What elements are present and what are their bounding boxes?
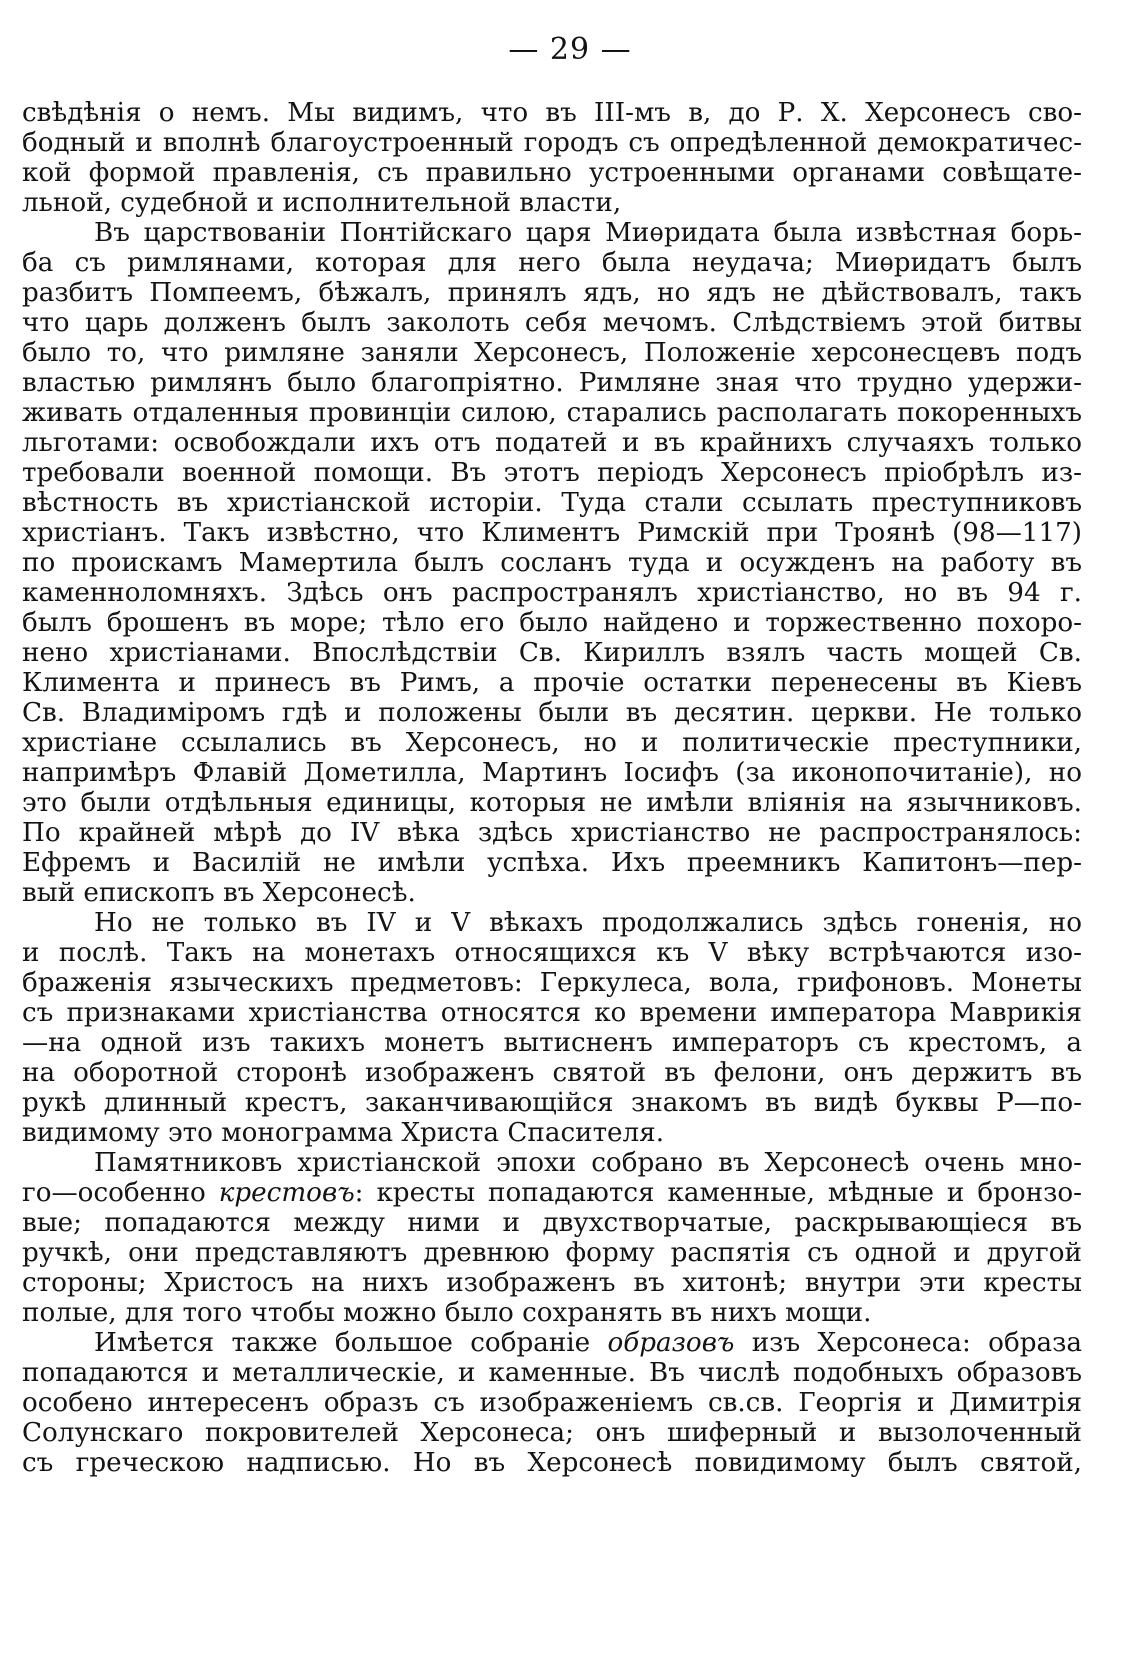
text-line: видимому это монограмма Христа Спасителя. bbox=[22, 1118, 665, 1148]
text-line: требовали военной помощи. Въ этотъ періодъ Херсонесъ пріобрѣлъ из- bbox=[22, 458, 1082, 488]
italic-term: образовъ bbox=[607, 1328, 735, 1358]
text-line: браженія языческихъ предметовъ: Геркулеса, вола, грифоновъ. Монеты bbox=[22, 968, 1082, 998]
text-line: напримѣръ Флавій Дометилла, Мартинъ Іосифъ (за иконопочитаніе), но bbox=[22, 758, 1082, 788]
text-line: это были отдѣльныя единицы, которыя не имѣли вліянія на язычниковъ. bbox=[22, 788, 1082, 818]
text-line: разбитъ Помпеемъ, бѣжалъ, принялъ ядъ, но ядъ не дѣйствовалъ, такъ bbox=[22, 278, 1082, 308]
page-number: — 29 — bbox=[508, 32, 632, 67]
text-line: Въ царствованіи Понтійскаго царя Миѳридата была извѣстная борь- bbox=[94, 218, 1082, 248]
text-line: ба съ римлянами, которая для него была неудача; Миѳридатъ былъ bbox=[22, 248, 1082, 278]
text-line: что царь долженъ былъ заколоть себя мечомъ. Слѣдствіемъ этой битвы bbox=[22, 308, 1082, 338]
text-line: льготами: освобождали ихъ отъ податей и въ крайнихъ случаяхъ только bbox=[22, 428, 1082, 458]
text-line: льной, судебной и исполнительной власти, bbox=[22, 188, 622, 218]
text-line: свѣдѣнія о немъ. Мы видимъ, что въ III-мъ в, до Р. X. Херсонесъ сво- bbox=[22, 98, 1082, 128]
text-line: и послѣ. Такъ на монетахъ относящихся къ V вѣку встрѣчаются изо- bbox=[22, 938, 1082, 968]
text-line: на оборотной сторонѣ изображенъ святой въ фелони, онъ держитъ въ bbox=[22, 1058, 1082, 1088]
text-line: рукѣ длинный крестъ, заканчивающійся знакомъ въ видѣ буквы Р—по- bbox=[22, 1088, 1082, 1118]
text-line: нено христіанами. Впослѣдствіи Св. Кириллъ взялъ часть мощей Св. bbox=[22, 638, 1082, 668]
text-line bbox=[22, 1328, 1082, 1358]
text-run: Имѣется также большое собраніе bbox=[94, 1328, 608, 1358]
text-line: было то, что римляне заняли Херсонесъ, Положеніе херсонесцевъ подъ bbox=[22, 338, 1082, 368]
text-line: христіане ссылались въ Херсонесъ, но и политическіе преступники, bbox=[22, 728, 1082, 758]
text-run: : кресты попадаются каменные, мѣдные и бронзо- bbox=[354, 1178, 1082, 1208]
italic-term: крестовъ bbox=[218, 1178, 355, 1208]
text-line: съ греческою надписью. Но въ Херсонесѣ повидимому былъ святой, bbox=[22, 1448, 1082, 1478]
text-line: кой формой правленія, съ правильно устроенными органами совѣщате- bbox=[22, 158, 1082, 188]
text-line: вые; попадаются между ними и двухстворчатые, раскрывающіеся въ bbox=[22, 1208, 1082, 1238]
body-text bbox=[22, 98, 1082, 1478]
text-line: каменноломняхъ. Здѣсь онъ распространялъ христіанство, но въ 94 г. bbox=[22, 578, 1082, 608]
text-line: по проискамъ Мамертила былъ сосланъ туда и осужденъ на работу въ bbox=[22, 548, 1082, 578]
text-line: По крайней мѣрѣ до IV вѣка здѣсь христіанство не распространялось: bbox=[22, 818, 1082, 848]
text-line: Памятниковъ христіанской эпохи собрано въ Херсонесѣ очень мно- bbox=[94, 1148, 1082, 1178]
text-line: Но не только въ IV и V вѣкахъ продолжались здѣсь гоненія, но bbox=[94, 908, 1082, 938]
text-line: попадаются и металлическіе, и каменные. Въ числѣ подобныхъ образовъ bbox=[22, 1358, 1082, 1388]
text-line: вый епископъ въ Херсонесѣ. bbox=[22, 878, 416, 908]
text-line: Климента и принесъ въ Римъ, а прочіе остатки перенесены въ Кіевъ bbox=[22, 668, 1082, 698]
text-line: живать отдаленныя провинціи силою, старались располагать покоренныхъ bbox=[22, 398, 1082, 428]
text-run: го—особенно bbox=[22, 1178, 219, 1208]
text-line: былъ брошенъ въ море; тѣло его было найдено и торжественно похоро- bbox=[22, 608, 1082, 638]
text-line: Ефремъ и Василій не имѣли успѣха. Ихъ преемникъ Капитонъ—пер- bbox=[22, 848, 1082, 878]
text-line: —на одной изъ такихъ монетъ вытисненъ императоръ съ крестомъ, а bbox=[22, 1028, 1082, 1058]
text-line: особено интересенъ образъ съ изображеніемъ св.св. Георгія и Димитрія bbox=[22, 1388, 1082, 1418]
text-line: стороны; Христосъ на нихъ изображенъ въ хитонѣ; внутри эти кресты bbox=[22, 1268, 1082, 1298]
text-line: христіанъ. Такъ извѣстно, что Климентъ Римскій при Троянѣ (98—117) bbox=[22, 518, 1082, 548]
text-line: вѣстность въ христіанской исторіи. Туда стали ссылать преступниковъ bbox=[22, 488, 1082, 518]
text-line bbox=[22, 1178, 1082, 1208]
text-line: полые, для того чтобы можно было сохранять въ нихъ мощи. bbox=[22, 1298, 872, 1328]
text-line: властью римлянъ было благопріятно. Римляне зная что трудно удержи- bbox=[22, 368, 1082, 398]
text-line: съ признаками христіанства относятся ко времени императора Маврикія bbox=[22, 998, 1082, 1028]
text-line: ручкѣ, они представляютъ древнюю форму распятія съ одной и другой bbox=[22, 1238, 1082, 1268]
text-run: изъ Херсонеса: образа bbox=[734, 1328, 1082, 1358]
text-line: бодный и вполнѣ благоустроенный городъ съ опредѣленной демократичес- bbox=[22, 128, 1082, 158]
text-line: Солунскаго покровителей Херсонеса; онъ шиферный и вызолоченный bbox=[22, 1418, 1082, 1448]
text-line: Св. Владиміромъ гдѣ и положены были въ десятин. церкви. Не только bbox=[22, 698, 1082, 728]
